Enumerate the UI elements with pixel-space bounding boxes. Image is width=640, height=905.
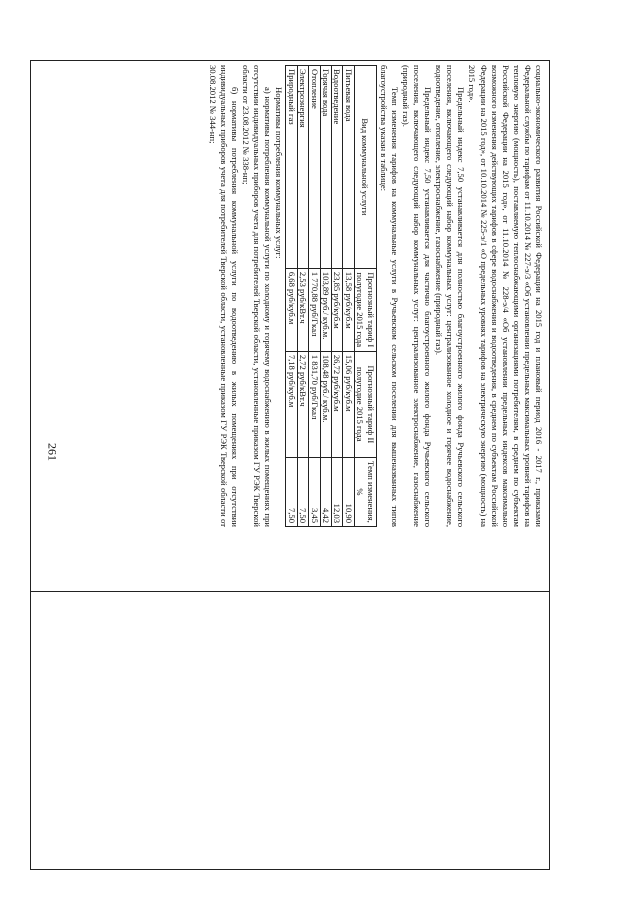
- tariff-table: [285, 65, 376, 527]
- cell-tariff-h2: 1 831,70 руб/Гкал: [309, 351, 320, 457]
- table-row: [331, 66, 342, 527]
- cell-change-rate: 7,50: [286, 457, 297, 526]
- cell-tariff-h2: 26,72 руб/куб.м: [331, 351, 342, 457]
- cell-change-rate: 3,45: [309, 457, 320, 526]
- cell-tariff-h1: 103,89 руб./ куб.м.: [320, 268, 331, 351]
- cell-change-rate: 10,90: [343, 457, 354, 526]
- cell-service: Питьевая вода: [343, 66, 354, 269]
- page-number: 261: [45, 443, 60, 461]
- header-change-rate: Темп изменения, %: [354, 457, 376, 526]
- table-row: [309, 66, 320, 527]
- cell-tariff-h2: 108,48 руб./ куб.м.: [320, 351, 331, 457]
- column-divider: [31, 591, 549, 592]
- norms-heading: Нормативы потребления коммунальных услуг:: [274, 87, 285, 259]
- cell-tariff-h2: 15,06 руб/куб.м: [343, 351, 354, 457]
- cell-service: Отопление: [309, 66, 320, 269]
- norm-item-sewage: б) нормативы потребления коммунальной услуги по водоотведению в жилых помещениях при отсутствии индивидуальных приборов учета для потребителей Тверской области, установленные приказом ГУ РЭК Тверской области от 30.08.2012 № 344-нп;: [207, 65, 240, 527]
- table-row: [297, 66, 308, 527]
- paragraph-partial-amenities: Предельный индекс 7,50 устанавливается для частично благоустроенного жилого фонда Ручьевского сельского поселения, включающего следующий набор коммунальных услуг: централизованное электроснабжение, газоснабжение (природный газ).: [400, 65, 434, 527]
- cell-service: Водоотведение: [331, 66, 342, 269]
- cell-change-rate: 12,03: [331, 457, 342, 526]
- cell-service: Природный газ: [286, 66, 297, 269]
- table-header-row: [354, 66, 376, 527]
- cell-service: Горячая вода: [320, 66, 331, 269]
- cell-tariff-h2: 7,18 руб/куб.м: [286, 351, 297, 457]
- cell-tariff-h2: 2,72 руб/кВт.ч: [297, 351, 308, 457]
- cell-tariff-h1: 23,85 руб/куб.м: [331, 268, 342, 351]
- document-body: [36, 65, 544, 527]
- header-tariff-h2: Прогнозный тариф II полугодие 2015 года: [354, 351, 376, 457]
- cell-tariff-h1: 1 770,88 руб/Гкал: [309, 268, 320, 351]
- cell-tariff-h1: 2,53 руб/кВт.ч: [297, 268, 308, 351]
- table-row: [343, 66, 354, 527]
- paragraph-table-intro: Темп изменения тарифов на коммунальные услуги в Ручьевском сельском поселении для вышеназванных типов благоустройства указан в таблице:: [378, 65, 400, 527]
- header-tariff-h1: Прогнозный тариф I полугодие 2015 года: [354, 268, 376, 351]
- norm-item-water: а) нормативы потребления коммунальной услуги по холодному и горячему водоснабжению в жилых помещениях при отсутствии индивидуальных приборов учета для потребителей Тверской области, установленные приказом ГУ РЭК Тверской области от 23.08.2012 № 338-нп;: [241, 65, 274, 527]
- cell-service: Электроэнергия: [297, 66, 308, 269]
- cell-tariff-h1: 13,58 руб/куб.м: [343, 268, 354, 351]
- paragraph-full-amenities: Предельный индекс 7,50 устанавливается для полностью благоустроенного жилого фонда Ручьевского сельского поселения, включающего следующий набор коммунальных услуг: централизованное холодное и горячее водоснабжение, водоотведение, отопление, электроснабжение, газоснабжение (природный газ).: [434, 65, 467, 527]
- table-row: [286, 66, 297, 527]
- cell-change-rate: 7,50: [297, 457, 308, 526]
- header-service: Вид коммунальной услуги: [354, 66, 376, 269]
- cell-change-rate: 4,42: [320, 457, 331, 526]
- table-row: [320, 66, 331, 527]
- cell-tariff-h1: 6,68 руб/куб.м: [286, 268, 297, 351]
- paragraph-intro: социально-экономического развития Российской Федерации на 2015 год и плановый период 2016 - 2017 г., приказами Федеральной службы по тарифам от 11.10.2014 № 227-э/3 «Об установлении предельных максимальных уровней тарифов на тепловую энергию (мощность), поставляемую теплоснабжающими организациями потребителям, в среднем по субъектам Российской Федерации на 2015 год», от 11.10.2014 № 228-э/4 «Об установлении предельных индексов максимально возможного изменения действующих тарифов в сфере водоснабжения и водоотведения, в среднем по субъектам Российской Федерации на 2015 год», от 10.10.2014 № 225-э/1 «О предельных уровнях тарифов на электрическую энергию (мощность) на 2015 год».: [467, 65, 544, 527]
